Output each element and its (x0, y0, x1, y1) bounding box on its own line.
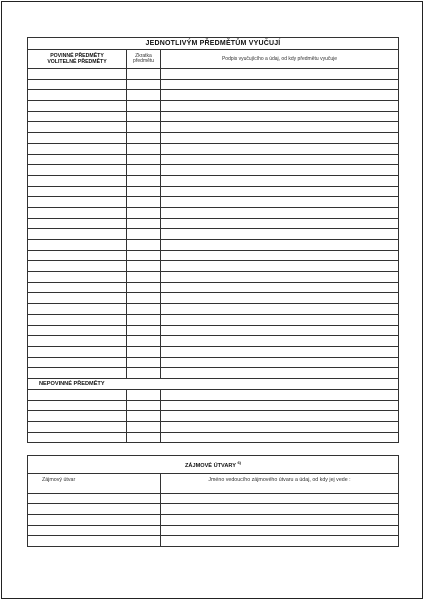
abbreviation-label-line1: Zkratka (135, 52, 152, 59)
optional-subject-row-cell[interactable] (28, 432, 127, 443)
subject-row-cell[interactable] (161, 111, 399, 122)
subject-row-cell[interactable] (161, 175, 399, 186)
subject-row (28, 250, 399, 261)
subject-row-cell[interactable] (28, 250, 127, 261)
optional-subject-row-cell[interactable] (28, 411, 127, 422)
subject-row-cell[interactable] (127, 293, 161, 304)
subject-row (28, 90, 399, 101)
abbreviation-column-header (127, 50, 161, 69)
subject-row-cell[interactable] (161, 165, 399, 176)
activity-row (28, 525, 399, 536)
subject-row-cell[interactable] (127, 133, 161, 144)
subject-row (28, 143, 399, 154)
subject-row (28, 282, 399, 293)
signature-column-header: Podpis vyučujícího a údaj, od kdy předmětu vyučuje (161, 50, 399, 69)
activity-row-cell[interactable] (161, 515, 399, 526)
subject-row-cell[interactable] (127, 143, 161, 154)
subject-row-cell[interactable] (127, 240, 161, 251)
mandatory-subjects-label: POVINNÉ PŘEDMĚTY (50, 53, 104, 59)
subject-row (28, 133, 399, 144)
subject-row-cell[interactable] (28, 261, 127, 272)
subject-row (28, 304, 399, 315)
subject-row-cell[interactable] (28, 175, 127, 186)
teachers-table-title: JEDNOTLIVÝM PŘEDMĚTŮM VYUČUJÍ (28, 38, 399, 50)
subject-row-cell[interactable] (28, 133, 127, 144)
optional-subject-row-cell[interactable] (161, 422, 399, 433)
optional-subject-row-cell[interactable] (28, 400, 127, 411)
subject-row-cell[interactable] (161, 346, 399, 357)
subject-row-cell[interactable] (161, 69, 399, 80)
subject-row-cell[interactable] (161, 250, 399, 261)
subject-row (28, 197, 399, 208)
subject-row-cell[interactable] (161, 229, 399, 240)
optional-subject-row (28, 400, 399, 411)
subject-row-cell[interactable] (28, 336, 127, 347)
activities-table (27, 455, 399, 547)
optional-subject-row-cell[interactable] (127, 411, 161, 422)
subject-row-cell[interactable] (28, 90, 127, 101)
subject-row (28, 175, 399, 186)
optional-subject-row-cell[interactable] (161, 432, 399, 443)
optional-subject-row-cell[interactable] (161, 411, 399, 422)
activity-row-cell[interactable] (161, 493, 399, 504)
subject-row-cell[interactable] (161, 154, 399, 165)
subject-row (28, 272, 399, 283)
subject-row (28, 346, 399, 357)
subject-row-cell[interactable] (28, 218, 127, 229)
subject-row-cell[interactable] (127, 186, 161, 197)
subject-row-cell[interactable] (161, 207, 399, 218)
subject-row-cell[interactable] (127, 79, 161, 90)
optional-subject-row-cell[interactable] (127, 400, 161, 411)
abbreviation-label-line2: předmětu (132, 58, 155, 64)
subject-row-cell[interactable] (28, 293, 127, 304)
subject-row-cell[interactable] (161, 101, 399, 112)
subject-row-cell[interactable] (161, 218, 399, 229)
subject-row-cell[interactable] (161, 197, 399, 208)
activity-row (28, 493, 399, 504)
activity-row-cell[interactable] (28, 536, 161, 547)
subject-row-cell[interactable] (28, 368, 127, 379)
subject-row-cell[interactable] (161, 90, 399, 101)
subject-row (28, 314, 399, 325)
subject-row (28, 336, 399, 347)
subject-row (28, 368, 399, 379)
subject-row-cell[interactable] (28, 165, 127, 176)
activity-row (28, 504, 399, 515)
optional-subject-row-cell[interactable] (127, 432, 161, 443)
subject-row-cell[interactable] (161, 314, 399, 325)
subject-row-cell[interactable] (127, 69, 161, 80)
subject-row-cell[interactable] (28, 197, 127, 208)
subject-row-cell[interactable] (127, 207, 161, 218)
subject-row-cell[interactable] (161, 272, 399, 283)
subject-row-cell[interactable] (28, 325, 127, 336)
subject-row-cell[interactable] (127, 229, 161, 240)
subject-row-cell[interactable] (161, 261, 399, 272)
activity-row-cell[interactable] (28, 515, 161, 526)
optional-subject-row-cell[interactable] (28, 389, 127, 400)
subject-row (28, 240, 399, 251)
subject-row (28, 122, 399, 133)
optional-subject-row (28, 422, 399, 433)
subject-row-cell[interactable] (28, 304, 127, 315)
subject-row-cell[interactable] (28, 143, 127, 154)
subject-row-cell[interactable] (28, 357, 127, 368)
subject-row-cell[interactable] (28, 346, 127, 357)
subject-row (28, 69, 399, 80)
subject-row-cell[interactable] (127, 314, 161, 325)
subject-row-cell[interactable] (127, 197, 161, 208)
optional-subject-row (28, 432, 399, 443)
leader-column-header: Jméno vedoucího zájmového útvaru a údaj, od kdy jej vede : (161, 473, 399, 493)
subject-row-cell[interactable] (127, 261, 161, 272)
subject-row-cell[interactable] (127, 101, 161, 112)
activity-row-cell[interactable] (161, 536, 399, 547)
subject-row-cell[interactable] (127, 250, 161, 261)
subject-row-cell[interactable] (127, 336, 161, 347)
subject-row (28, 101, 399, 112)
subject-row-cell[interactable] (127, 111, 161, 122)
subject-row-cell[interactable] (28, 101, 127, 112)
subject-row-cell[interactable] (28, 122, 127, 133)
subject-row-cell[interactable] (28, 186, 127, 197)
activity-row-cell[interactable] (161, 525, 399, 536)
subject-row-cell[interactable] (161, 304, 399, 315)
subject-row (28, 261, 399, 272)
subject-row (28, 186, 399, 197)
subject-row-cell[interactable] (28, 111, 127, 122)
subject-row-cell[interactable] (161, 133, 399, 144)
subject-row-cell[interactable] (127, 325, 161, 336)
activity-column-header: Zájmový útvar (28, 473, 161, 493)
optional-subjects-section-label: NEPOVINNÉ PŘEDMĚTY (28, 378, 399, 389)
subject-row-cell[interactable] (127, 357, 161, 368)
activities-title-footnote: 6) (237, 460, 241, 465)
subject-row-cell[interactable] (127, 272, 161, 283)
subject-row (28, 111, 399, 122)
subject-row (28, 325, 399, 336)
subject-row-cell[interactable] (161, 293, 399, 304)
subject-row-cell[interactable] (161, 186, 399, 197)
subject-row-cell[interactable] (127, 90, 161, 101)
subject-row-cell[interactable] (28, 229, 127, 240)
activities-title-text: ZÁJMOVÉ ÚTVARY (185, 462, 236, 469)
subject-row-cell[interactable] (127, 165, 161, 176)
subject-row-cell[interactable] (28, 272, 127, 283)
activity-row-cell[interactable] (28, 493, 161, 504)
activity-row (28, 536, 399, 547)
activity-row (28, 515, 399, 526)
subject-row-cell[interactable] (28, 282, 127, 293)
subjects-column-header (28, 50, 127, 69)
activity-row-cell[interactable] (161, 504, 399, 515)
subject-row (28, 207, 399, 218)
subject-row-cell[interactable] (127, 282, 161, 293)
subject-row-cell[interactable] (161, 282, 399, 293)
subject-row-cell[interactable] (127, 218, 161, 229)
optional-subject-row (28, 411, 399, 422)
subject-row-cell[interactable] (28, 207, 127, 218)
subject-row-cell[interactable] (161, 79, 399, 90)
subject-row (28, 165, 399, 176)
activity-row-cell[interactable] (28, 504, 161, 515)
subject-row-cell[interactable] (161, 122, 399, 133)
subject-row (28, 79, 399, 90)
teachers-table (27, 37, 399, 443)
optional-subject-row (28, 389, 399, 400)
activities-table-title (28, 456, 399, 474)
subject-row-cell[interactable] (161, 240, 399, 251)
optional-subject-row-cell[interactable] (161, 400, 399, 411)
subject-row-cell[interactable] (28, 314, 127, 325)
subject-row-cell[interactable] (28, 154, 127, 165)
subject-row-cell[interactable] (28, 240, 127, 251)
subject-row (28, 218, 399, 229)
subject-row-cell[interactable] (161, 143, 399, 154)
subject-row (28, 229, 399, 240)
optional-subject-row-cell[interactable] (127, 389, 161, 400)
subject-row (28, 154, 399, 165)
subject-row-cell[interactable] (127, 346, 161, 357)
subject-row-cell[interactable] (127, 154, 161, 165)
subject-row-cell[interactable] (127, 122, 161, 133)
subject-row-cell[interactable] (28, 69, 127, 80)
subject-row-cell[interactable] (161, 368, 399, 379)
subject-row-cell[interactable] (161, 357, 399, 368)
subject-row-cell[interactable] (127, 368, 161, 379)
subject-row-cell[interactable] (161, 325, 399, 336)
elective-subjects-label: VOLITELNÉ PŘEDMĚTY (47, 59, 107, 65)
subject-row-cell[interactable] (127, 304, 161, 315)
subject-row (28, 357, 399, 368)
optional-subject-row-cell[interactable] (127, 422, 161, 433)
subject-row (28, 293, 399, 304)
subject-row-cell[interactable] (127, 175, 161, 186)
optional-subject-row-cell[interactable] (28, 422, 127, 433)
activity-row-cell[interactable] (28, 525, 161, 536)
subject-row-cell[interactable] (161, 336, 399, 347)
optional-subject-row-cell[interactable] (161, 389, 399, 400)
subject-row-cell[interactable] (28, 79, 127, 90)
